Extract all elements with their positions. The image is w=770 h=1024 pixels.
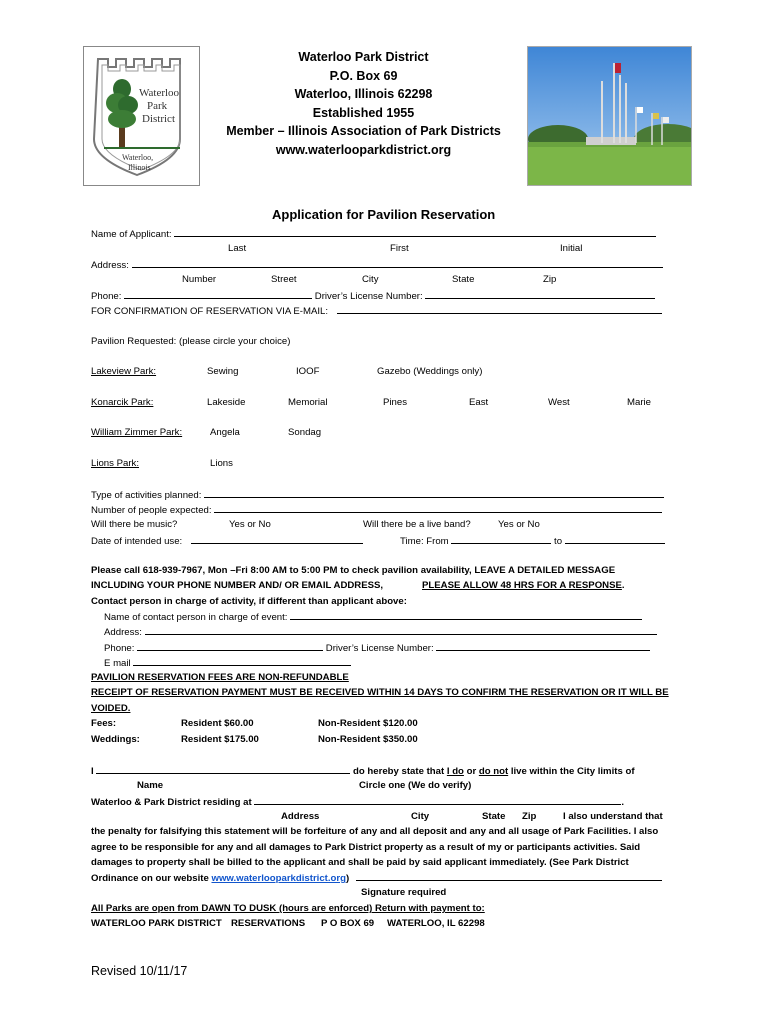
- residing-period: .: [621, 797, 624, 808]
- pavilion-lions[interactable]: Lions: [210, 458, 233, 469]
- return-address-name: WATERLOO PARK DISTRICT: [91, 918, 222, 929]
- logo-word-waterloo: Waterloo: [139, 87, 180, 99]
- band-yes-no[interactable]: Yes or No: [498, 519, 540, 530]
- contact-name-label: Name of contact person in charge of event:: [104, 612, 288, 623]
- contact-license-label: Driver’s License Number:: [325, 643, 434, 654]
- park-konarcik: Konarcik Park:: [91, 397, 154, 408]
- contact-phone-row: [104, 642, 650, 654]
- form-title: Application for Pavilion Reservation: [272, 207, 496, 222]
- music-yes-no[interactable]: Yes or No: [229, 519, 271, 530]
- time-row: [400, 535, 665, 547]
- address-sub-city: City: [362, 274, 379, 285]
- ordinance-close: ): [346, 873, 350, 884]
- return-address-city: WATERLOO, IL 62298: [387, 918, 485, 929]
- declaration-do-not[interactable]: do not: [478, 766, 509, 777]
- applicant-license-label: Driver’s License Number:: [314, 291, 423, 302]
- declaration-circle-one: Circle one (We do verify): [359, 780, 472, 791]
- call-period: .: [621, 580, 625, 591]
- applicant-name-row: [91, 228, 656, 240]
- fees-label: Fees:: [91, 718, 117, 729]
- signature-label: Signature required: [361, 887, 447, 898]
- address-sub-number: Number: [182, 274, 217, 285]
- time-to-label: to: [554, 536, 563, 547]
- pavilion-pines[interactable]: Pines: [383, 397, 407, 408]
- address-sub-zip: Zip: [543, 274, 557, 285]
- receipt-notice-2: VOIDED.: [91, 703, 131, 714]
- park-lions: Lions Park:: [91, 458, 139, 469]
- band-label: Will there be a live band?: [363, 519, 471, 530]
- pavilion-prompt: Pavilion Requested: (please circle your choice): [91, 336, 291, 347]
- header-established: Established 1955: [312, 105, 415, 120]
- address-sub-state: State: [452, 274, 475, 285]
- declaration-i-do[interactable]: I do: [446, 766, 464, 777]
- residing-sub-address: Address: [281, 811, 320, 822]
- contact-name-row: [104, 611, 642, 623]
- residing-sub-state: State: [482, 811, 506, 822]
- residing-label: Waterloo & Park District residing at: [91, 797, 252, 808]
- receipt-notice-1: RECEIPT OF RESERVATION PAYMENT MUST BE RECEIVED WITHIN 14 DAYS TO CONFIRM THE RESERVATION OR IT WILL BE: [91, 687, 669, 698]
- applicant-email-label: FOR CONFIRMATION OF RESERVATION VIA E-MAIL:: [91, 306, 329, 317]
- applicant-license-field[interactable]: [425, 290, 655, 299]
- activity-type-label: Type of activities planned:: [91, 490, 202, 501]
- music-label: Will there be music?: [91, 519, 178, 530]
- logo-word-park: Park: [147, 100, 168, 112]
- activity-type-field[interactable]: [204, 489, 664, 498]
- declaration-or: or: [466, 766, 477, 777]
- declaration-line: [91, 765, 635, 777]
- applicant-address-label: Address:: [91, 260, 129, 271]
- contact-email-row: [104, 657, 351, 669]
- declaration-live-within: live within the City limits of: [510, 766, 635, 777]
- declaration-para-4: [91, 872, 662, 884]
- applicant-address-field[interactable]: [132, 259, 663, 268]
- declaration-name-field[interactable]: [96, 765, 350, 774]
- pavilion-east[interactable]: East: [469, 397, 489, 408]
- name-sub-last: Last: [228, 243, 247, 254]
- contact-phone-field[interactable]: [137, 642, 323, 651]
- time-from-field[interactable]: [451, 535, 551, 544]
- pavilion-marie[interactable]: Marie: [627, 397, 651, 408]
- name-sub-first: First: [390, 243, 409, 254]
- pavilion-angela[interactable]: Angela: [210, 427, 240, 438]
- declaration-i: I: [91, 766, 94, 777]
- logo-word-district: District: [142, 113, 175, 125]
- declaration-name-sub: Name: [137, 780, 164, 791]
- people-label: Number of people expected:: [91, 505, 212, 516]
- declaration-para-2: agree to be responsible for any and all damages to Park District property as a result of my or participants activities. Said: [91, 842, 641, 853]
- applicant-address-row: [91, 259, 663, 271]
- pavilion-gazebo[interactable]: Gazebo (Weddings only): [377, 366, 483, 377]
- park-william-zimmer: William Zimmer Park:: [91, 427, 183, 438]
- ordinance-text: Ordinance on our website: [91, 873, 209, 884]
- pavilion-sondag[interactable]: Sondag: [288, 427, 322, 438]
- header-member: Member – Illinois Association of Park Districts: [226, 124, 501, 138]
- applicant-name-label: Name of Applicant:: [91, 229, 172, 240]
- applicant-phone-field[interactable]: [124, 290, 312, 299]
- weddings-nonresident: Non-Resident $350.00: [318, 734, 418, 745]
- contact-phone-label: Phone:: [104, 643, 135, 654]
- weddings-label: Weddings:: [91, 734, 140, 745]
- contact-email-label: E mail: [104, 658, 131, 669]
- date-row: [91, 535, 363, 547]
- contact-email-field[interactable]: [133, 657, 351, 666]
- residing-address-field[interactable]: [254, 796, 621, 805]
- header-pobox: P.O. Box 69: [329, 68, 398, 83]
- logo-word-state: Illinois: [128, 163, 151, 172]
- contact-name-field[interactable]: [290, 611, 642, 620]
- pavilion-west[interactable]: West: [548, 397, 570, 408]
- call-line-2-response: [422, 580, 625, 591]
- residing-sub-city: City: [411, 811, 430, 822]
- contact-address-row: [104, 626, 657, 638]
- website-link[interactable]: www.waterlooparkdistrict.org: [211, 873, 346, 884]
- applicant-phone-row: [91, 290, 655, 302]
- pavilion-ioof[interactable]: IOOF: [296, 366, 320, 377]
- applicant-email-field[interactable]: [337, 305, 662, 314]
- call-line-2a: INCLUDING YOUR PHONE NUMBER AND/ OR EMAIL ADDRESS,: [91, 580, 384, 591]
- date-label: Date of intended use:: [91, 536, 183, 547]
- address-sub-street: Street: [271, 274, 297, 285]
- name-sub-initial: Initial: [560, 243, 583, 254]
- applicant-name-field[interactable]: [174, 228, 656, 237]
- time-to-field[interactable]: [565, 535, 665, 544]
- people-row: [91, 504, 662, 516]
- declaration-para-1: the penalty for falsifying this statement will be forfeiture of any and all deposit and any and all usage of Park Facilities. I also: [91, 826, 659, 837]
- park-lakeview: Lakeview Park:: [91, 366, 157, 377]
- header-block: [200, 48, 527, 159]
- park-district-logo: [83, 46, 200, 186]
- contact-address-field[interactable]: [145, 626, 657, 635]
- residing-sub-zip: Zip: [522, 811, 537, 822]
- nonrefundable-notice: PAVILION RESERVATION FEES ARE NON-REFUNDABLE: [91, 672, 349, 683]
- applicant-email-row: [91, 305, 662, 317]
- time-from-label: Time: From: [400, 536, 449, 547]
- fees-nonresident: Non-Resident $120.00: [318, 718, 418, 729]
- declaration-hereby: do hereby state that: [353, 766, 445, 777]
- pavilion-lakeside[interactable]: Lakeside: [207, 397, 246, 408]
- applicant-phone-label: Phone:: [91, 291, 122, 302]
- logo-word-city: Waterloo,: [122, 153, 154, 162]
- flag-memorial-image-icon: [528, 47, 692, 186]
- allow-48-hrs: PLEASE ALLOW 48 HRS FOR A RESPONSE: [422, 580, 622, 591]
- weddings-resident: Resident $175.00: [181, 734, 259, 745]
- residing-row: [91, 796, 624, 808]
- park-flags-photo: [527, 46, 692, 186]
- call-line-1: Please call 618-939-7967, Mon –Fri 8:00 AM to 5:00 PM to check pavilion availability, LEAVE A DETAILED MESSAGE: [91, 565, 616, 576]
- people-field[interactable]: [214, 504, 662, 513]
- return-address-box: P O BOX 69: [321, 918, 375, 929]
- pavilion-memorial[interactable]: Memorial: [288, 397, 328, 408]
- declaration-understand: I also understand that: [563, 811, 663, 822]
- contact-license-field[interactable]: [436, 642, 650, 651]
- signature-field[interactable]: [356, 872, 662, 881]
- header-district: Waterloo Park District: [298, 50, 429, 64]
- declaration-para-3: damages to property shall be billed to the applicant and shall be paid by said applicant immediately. (See Park District: [91, 857, 629, 868]
- date-field[interactable]: [191, 535, 363, 544]
- contact-heading: Contact person in charge of activity, if different than applicant above:: [91, 596, 407, 607]
- contact-address-label: Address:: [104, 627, 142, 638]
- fees-resident: Resident $60.00: [181, 718, 254, 729]
- pavilion-sewing[interactable]: Sewing: [207, 366, 239, 377]
- activity-type-row: [91, 489, 664, 501]
- header-website: www.waterlooparkdistrict.org: [275, 142, 452, 157]
- revised-date: Revised 10/11/17: [91, 964, 188, 978]
- park-hours-notice: All Parks are open from DAWN TO DUSK (hours are enforced) Return with payment to:: [91, 903, 485, 914]
- return-address-dept: RESERVATIONS: [231, 918, 306, 929]
- header-city: Waterloo, Illinois 62298: [294, 87, 433, 101]
